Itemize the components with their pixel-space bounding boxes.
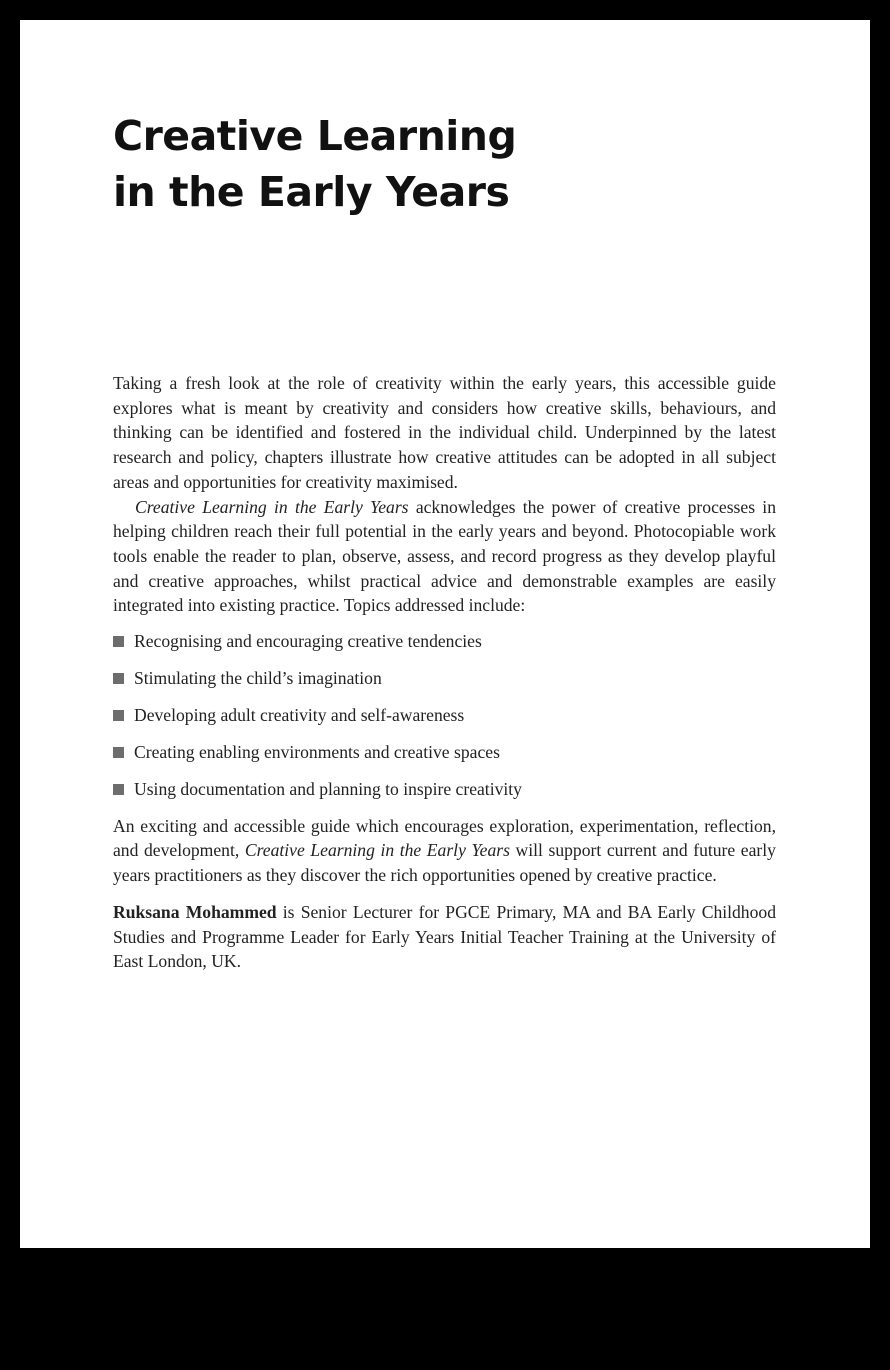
closing-book-title: Creative Learning in the Early Years (244, 840, 510, 861)
topic-text: Developing adult creativity and self-awareness (134, 705, 465, 726)
book-title-line-2: in the Early Years (113, 168, 510, 216)
closing-text-after: will support current and future early years practitioners as they discover the rich opportunities opened by creative practice. (113, 840, 776, 886)
list-item (113, 666, 776, 691)
topic-text: Creating enabling environments and creative spaces (134, 742, 500, 763)
closing-text-before: An exciting and accessible guide which encourages exploration, experimentation, reflection, and development, (113, 815, 776, 861)
square-bullet-icon (113, 673, 124, 684)
list-item (113, 777, 776, 802)
list-item (113, 629, 776, 654)
square-bullet-icon (113, 784, 124, 795)
book-title (113, 108, 516, 220)
author-name: Ruksana Mohammed (113, 901, 277, 922)
topic-text: Stimulating the child’s imagination (134, 668, 382, 689)
book-title-italic: Creative Learning in the Early Years (135, 496, 409, 517)
author-paragraph (113, 900, 776, 974)
topics-list (113, 629, 776, 802)
book-title-line-1: Creative Learning (113, 112, 517, 160)
square-bullet-icon (113, 747, 124, 758)
square-bullet-icon (113, 636, 124, 647)
description-text: acknowledges the power of creative processes in helping children reach their full potential in the early years and beyond. Photocopiable work tools enable the reader to plan, observe, assess, and record progress as they develop playful and creative approaches, whilst practical advice and demonstrable examples are easily integrated into existing practice. Topics addressed include: (113, 496, 776, 616)
list-item (113, 740, 776, 765)
topic-text: Using documentation and planning to inspire creativity (134, 779, 522, 800)
book-page (20, 20, 870, 1248)
description-paragraph (113, 495, 776, 619)
intro-paragraph: Taking a fresh look at the role of creativity within the early years, this accessible guide explores what is meant by creativity and considers how creative skills, behaviours, and thinking can be identified and fostered in the individual child. Underpinned by the latest research and policy, chapters illustrate how creative attitudes can be adopted in all subject areas and opportunities for creativity maximised. (113, 373, 776, 492)
square-bullet-icon (113, 710, 124, 721)
blurb (113, 371, 776, 974)
author-bio: is Senior Lecturer for PGCE Primary, MA and BA Early Childhood Studies and Programme Leader for Early Years Initial Teacher Training at the University of East London, UK. (113, 901, 776, 972)
list-item (113, 703, 776, 728)
topic-text: Recognising and encouraging creative tendencies (134, 631, 482, 652)
closing-paragraph (113, 814, 776, 888)
